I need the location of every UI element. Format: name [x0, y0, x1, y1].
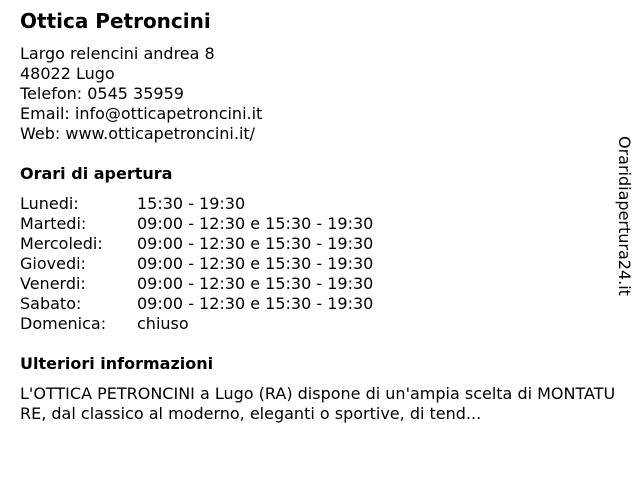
- day-label: Domenica:: [20, 314, 107, 333]
- hours-row: [20, 294, 373, 314]
- contact-block: [20, 44, 262, 144]
- hours-row: [20, 254, 373, 274]
- opening-hours-table: [20, 194, 373, 334]
- web-line[interactable]: Web: www.otticapetroncini.it/: [20, 124, 256, 143]
- business-name: Ottica Petroncini: [20, 9, 211, 33]
- hours-row: [20, 234, 373, 254]
- hours-value: 09:00 - 12:30 e 15:30 - 19:30: [137, 234, 374, 253]
- hours-row: [20, 314, 373, 334]
- more-info-heading: Ulteriori informazioni: [20, 354, 214, 373]
- city-line: 48022 Lugo: [20, 64, 115, 83]
- day-label: Lunedi:: [20, 194, 79, 213]
- day-label: Mercoledi:: [20, 234, 103, 253]
- opening-hours-heading: Orari di apertura: [20, 164, 173, 183]
- hours-row: [20, 194, 373, 214]
- day-label: Martedi:: [20, 214, 87, 233]
- business-description: L'OTTICA PETRONCINI a Lugo (RA) dispone di un'ampia scelta di MONTATURE, dal classico al moderno, eleganti o sportive, di tend...: [20, 384, 616, 423]
- site-watermark: Oraridiapertura24.it: [615, 136, 634, 296]
- email-line[interactable]: Email: info@otticapetroncini.it: [20, 104, 263, 123]
- hours-row: [20, 274, 373, 294]
- day-label: Giovedi:: [20, 254, 86, 273]
- phone-line[interactable]: Telefon: 0545 35959: [20, 84, 184, 103]
- day-label: Sabato:: [20, 294, 82, 313]
- hours-value: 09:00 - 12:30 e 15:30 - 19:30: [137, 274, 374, 293]
- hours-value: 15:30 - 19:30: [137, 194, 246, 213]
- hours-value: 09:00 - 12:30 e 15:30 - 19:30: [137, 254, 374, 273]
- hours-value: 09:00 - 12:30 e 15:30 - 19:30: [137, 294, 374, 313]
- hours-row: [20, 214, 373, 234]
- hours-value: 09:00 - 12:30 e 15:30 - 19:30: [137, 214, 374, 233]
- hours-value: chiuso: [137, 314, 189, 333]
- address-line: Largo relencini andrea 8: [20, 44, 215, 63]
- day-label: Venerdi:: [20, 274, 86, 293]
